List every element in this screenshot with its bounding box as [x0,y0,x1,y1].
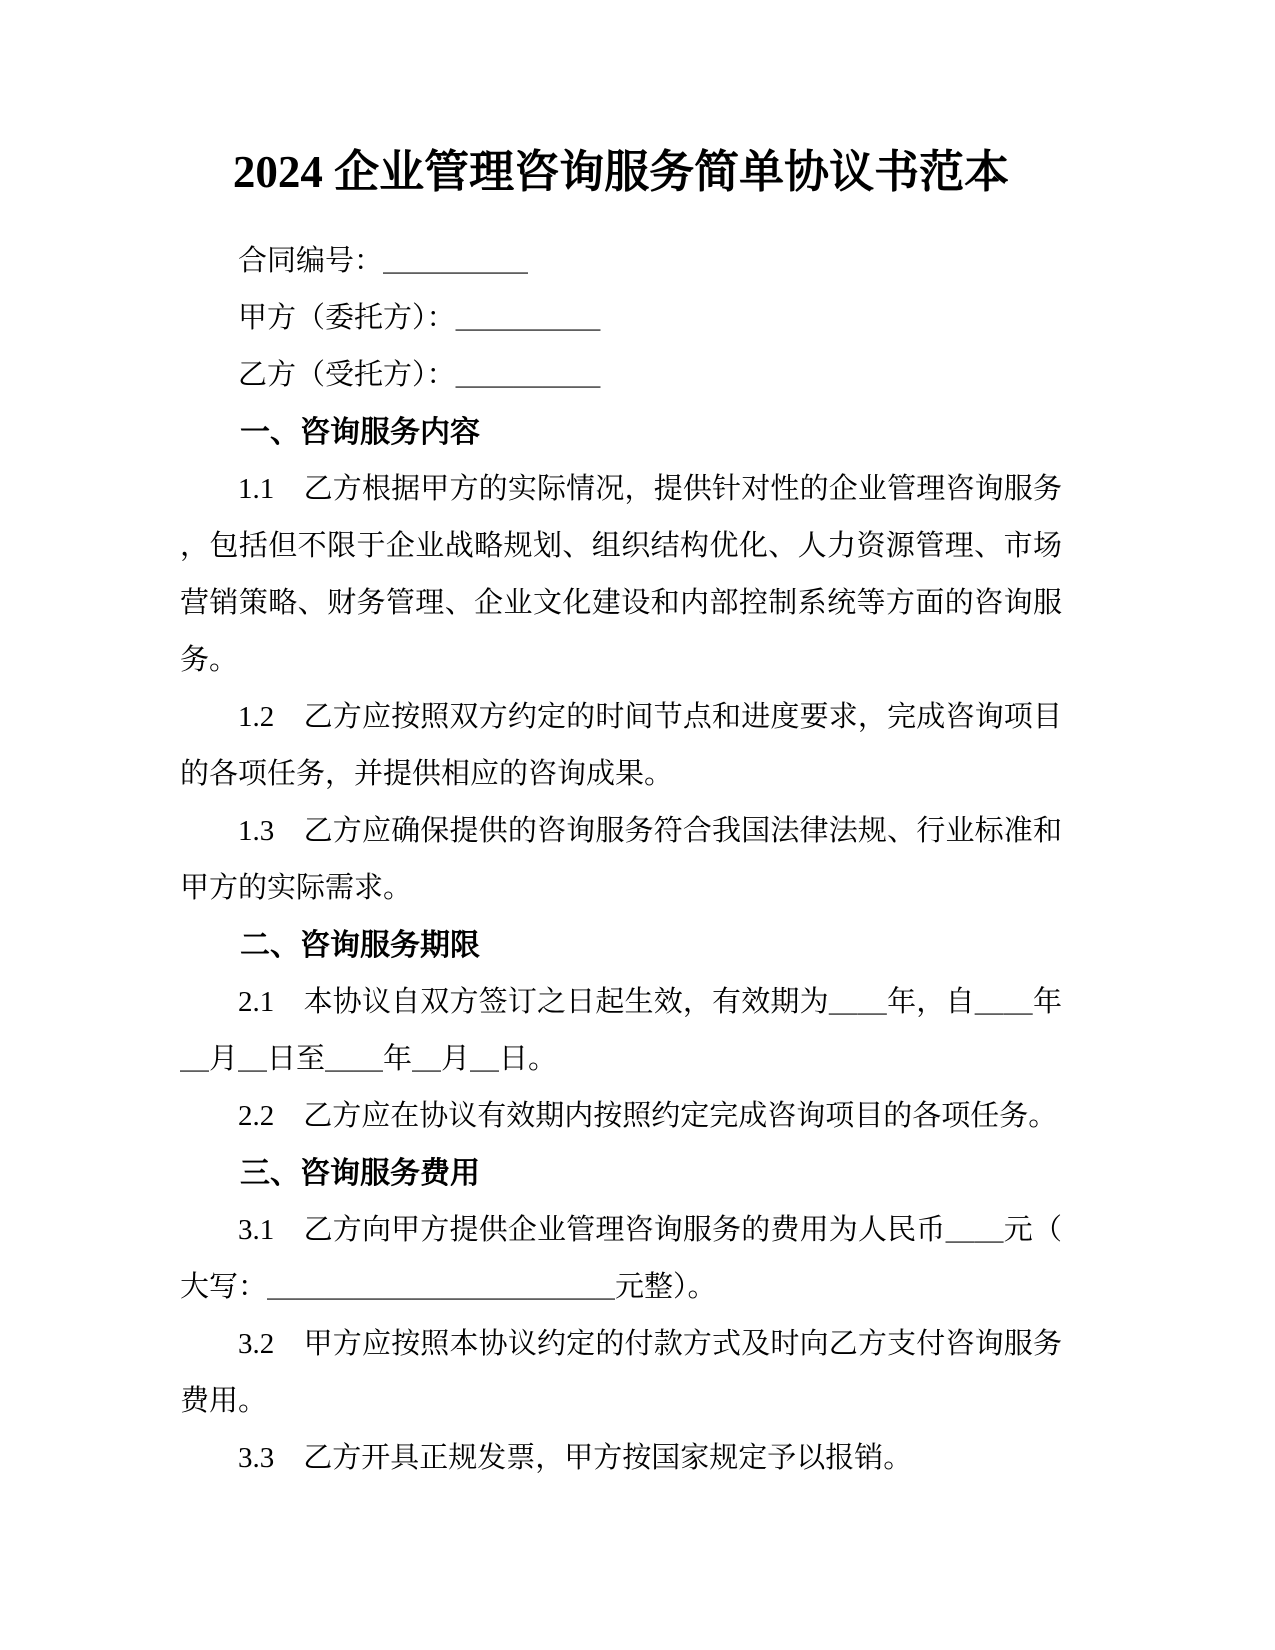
clause-2-2: 2.2 乙方应在协议有效期内按照约定完成咨询项目的各项任务。 [238,1100,1058,1132]
clause-1-1: 1.1 乙方根据甲方的实际情况，提供针对性的企业管理咨询服务，包括但不限于企业战略规划、组织结构优化、人力资源管理、市场营销策略、财务管理、企业文化建设和内部控制系统等方面的咨询服务。 [180,473,1062,676]
clause-1-3: 1.3 乙方应确保提供的咨询服务符合我国法律法规、行业标准和甲方的实际需求。 [180,815,1062,904]
section-heading-service-content: 一、咨询服务内容 [240,416,480,449]
contract-number-label: 合同编号： [238,245,384,277]
section-heading-service-fee: 三、咨询服务费用 [240,1157,480,1190]
section-heading-service-term: 二、咨询服务期限 [240,929,480,962]
clause-3-1: 3.1 乙方向甲方提供企业管理咨询服务的费用为人民币＿＿元（大写：＿＿＿＿＿＿＿＿＿＿＿＿元整）。 [180,1214,1062,1303]
party-b-label: 乙方（受托方）： [238,359,456,391]
clause-3-3: 3.3 乙方开具正规发票，甲方按国家规定予以报销。 [238,1442,913,1474]
clause-2-1: 2.1 本协议自双方签订之日起生效，有效期为＿＿年，自＿＿年＿月＿日至＿＿年＿月＿日。 [180,986,1062,1075]
clause-1-2: 1.2 乙方应按照双方约定的时间节点和进度要求，完成咨询项目的各项任务，并提供相应的咨询成果。 [180,701,1062,790]
document-title: 2024 企业管理咨询服务简单协议书范本 [232,147,1010,197]
party-a-line [180,290,1062,347]
party-b-blank: ＿＿＿＿＿ [455,359,601,391]
contract-number-blank: ＿＿＿＿＿ [383,245,529,277]
party-a-blank: ＿＿＿＿＿ [455,302,601,334]
party-b-line [180,347,1062,404]
contract-number-line [180,233,1062,290]
clause-3-2: 3.2 甲方应按照本协议约定的付款方式及时向乙方支付咨询服务费用。 [180,1328,1062,1417]
party-a-label: 甲方（委托方）： [238,302,456,334]
